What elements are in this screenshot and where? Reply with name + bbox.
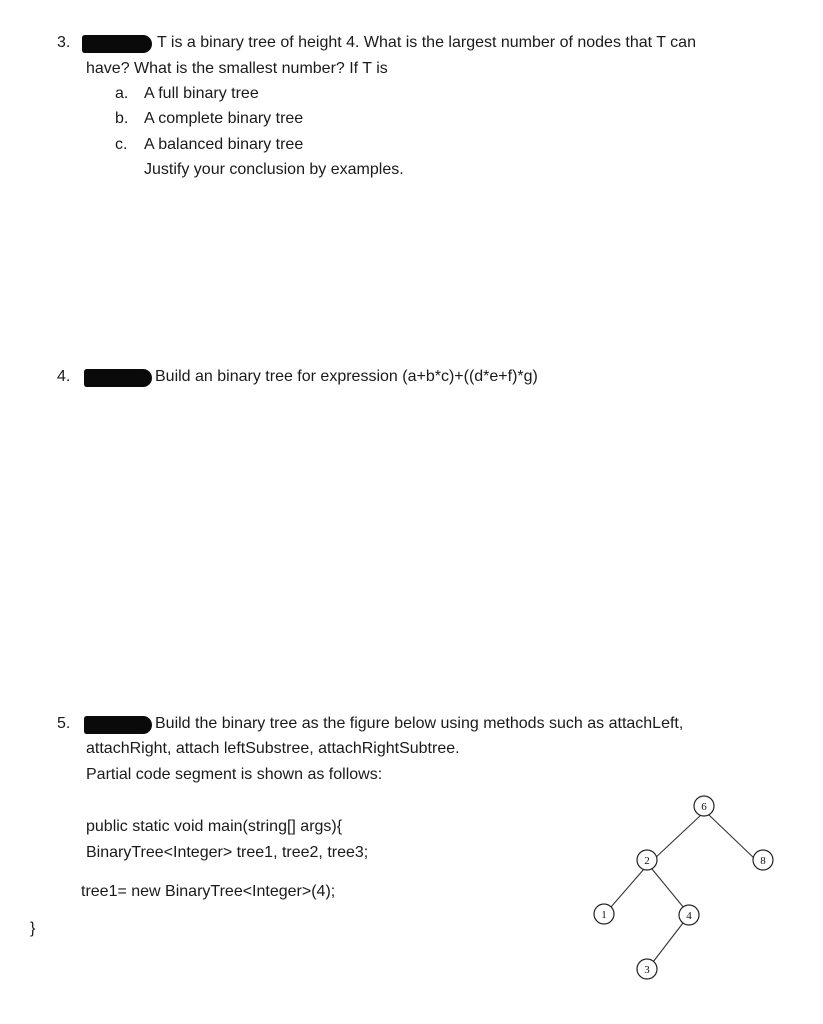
q4-text: Build an binary tree for expression (a+b*c)+((d*e+f)*g) (155, 368, 538, 385)
svg-text:1: 1 (601, 909, 607, 921)
tree-edge (611, 869, 644, 907)
tree-node (694, 796, 714, 816)
tree-edge (653, 923, 683, 962)
q3-item-c-text: A balanced binary tree (144, 136, 304, 153)
svg-text:8: 8 (760, 855, 766, 867)
q3-item-a-text: A full binary tree (144, 85, 259, 102)
tree-edge (653, 815, 701, 860)
q3-number: 3. (57, 34, 71, 51)
q5-line1: Build the binary tree as the figure below using methods such as attachLeft, (155, 715, 684, 732)
tree-edge (709, 815, 756, 860)
code-line-3: tree1= new BinaryTree<Integer>(4); (81, 883, 336, 900)
q3-line1: T is a binary tree of height 4. What is the largest number of nodes that T can (157, 34, 696, 51)
tree-node (637, 850, 657, 870)
closing-brace: } (30, 920, 36, 937)
svg-text:4: 4 (686, 910, 692, 922)
tree-node (594, 904, 614, 924)
tree-node (637, 959, 657, 979)
q3-item-b-marker: b. (115, 110, 129, 127)
tree-edge (652, 869, 684, 908)
svg-text:2: 2 (644, 855, 650, 867)
code-line-1: public static void main(string[] args){ (86, 818, 343, 835)
q3-item-b-text: A complete binary tree (144, 110, 304, 127)
q5-line3: Partial code segment is shown as follows: (86, 766, 383, 783)
tree-node (679, 905, 699, 925)
svg-text:6: 6 (701, 801, 707, 813)
code-line-2: BinaryTree<Integer> tree1, tree2, tree3; (86, 844, 369, 861)
q3-line2: have? What is the smallest number? If T is (86, 60, 388, 77)
q3-item-a-marker: a. (115, 85, 129, 102)
q4-number: 4. (57, 368, 71, 385)
q5-line2: attachRight, attach leftSubstree, attachRightSubtree. (86, 740, 460, 757)
q5-number: 5. (57, 715, 71, 732)
tree-node (753, 850, 773, 870)
q3-item-c-marker: c. (115, 136, 128, 153)
q3-justify: Justify your conclusion by examples. (144, 161, 404, 178)
svg-text:3: 3 (644, 964, 650, 976)
